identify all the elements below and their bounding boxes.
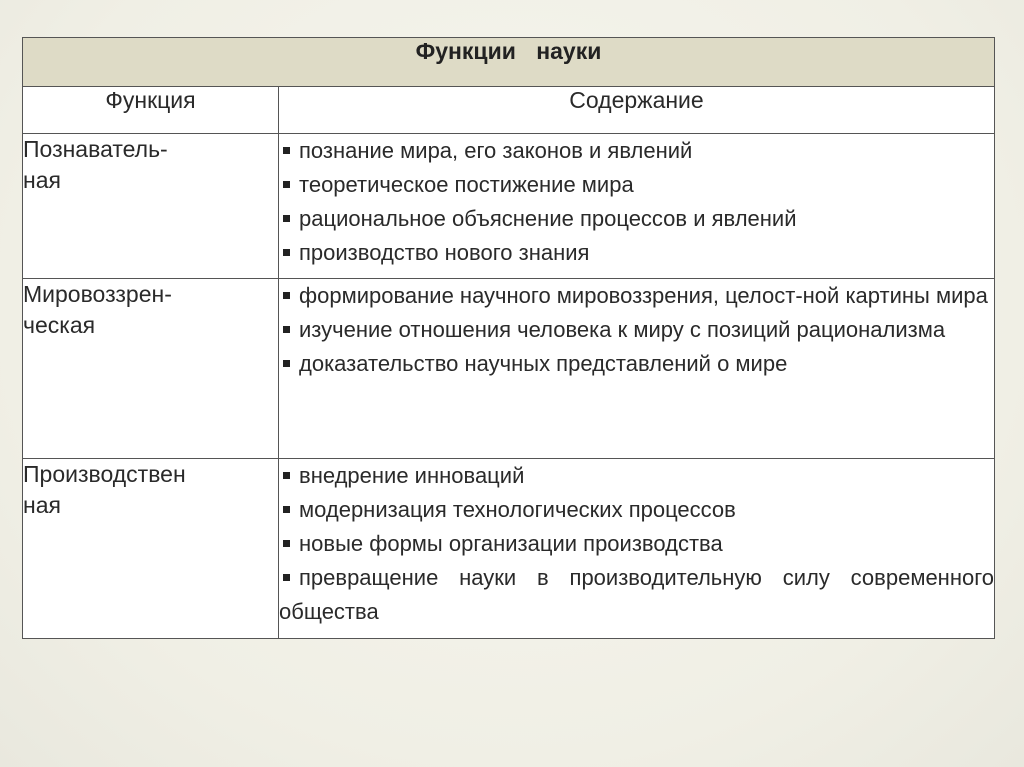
table-row [23, 459, 995, 639]
list-item-text: доказательство научных представлений о мире [299, 351, 788, 376]
list-item [279, 236, 994, 270]
square-bullet-icon [283, 147, 290, 154]
function-name-cognitive [23, 134, 279, 279]
list-item-text: производство нового знания [299, 240, 590, 265]
square-bullet-icon [283, 215, 290, 222]
table-row [23, 279, 995, 459]
square-bullet-icon [283, 540, 290, 547]
table-title-row [23, 38, 995, 87]
function-name-line: ческая [23, 312, 96, 338]
list-item-text: формирование научного мировоззрения, целост-ной картины мира [299, 283, 988, 308]
list-item [279, 561, 994, 629]
table-row [23, 134, 995, 279]
list-item-text: превращение науки в производительную силу современного общества [279, 565, 994, 624]
list-item [279, 347, 994, 381]
square-bullet-icon [283, 360, 290, 367]
square-bullet-icon [283, 249, 290, 256]
science-functions-table [22, 37, 995, 639]
function-content-cognitive [279, 134, 995, 279]
function-name-worldview [23, 279, 279, 459]
function-name-line: ная [23, 492, 61, 518]
square-bullet-icon [283, 506, 290, 513]
list-item [279, 313, 994, 347]
list-item-text: изучение отношения человека к миру с позиций рационализма [299, 317, 946, 342]
list-item-text: рациональное объяснение процессов и явлений [299, 206, 797, 231]
list-item [279, 279, 994, 313]
square-bullet-icon [283, 574, 290, 581]
column-header-content: Содержание [279, 87, 995, 134]
function-content-worldview [279, 279, 995, 459]
column-header-function: Функция [23, 87, 279, 134]
list-item [279, 134, 994, 168]
list-item-text: познание мира, его законов и явлений [299, 138, 693, 163]
list-item [279, 459, 994, 493]
table-header-row [23, 87, 995, 134]
function-name-line: Производствен [23, 461, 186, 487]
table-title: Функции науки [23, 38, 995, 87]
function-name-line: Познаватель- [23, 136, 168, 162]
square-bullet-icon [283, 292, 290, 299]
function-name-production [23, 459, 279, 639]
list-item-text: новые формы организации производства [299, 531, 723, 556]
list-item-text: модернизация технологических процессов [299, 497, 736, 522]
list-item [279, 168, 994, 202]
function-content-production [279, 459, 995, 639]
square-bullet-icon [283, 181, 290, 188]
function-name-line: ная [23, 167, 61, 193]
list-item [279, 493, 994, 527]
square-bullet-icon [283, 472, 290, 479]
square-bullet-icon [283, 326, 290, 333]
function-name-line: Мировоззрен- [23, 281, 172, 307]
list-item [279, 527, 994, 561]
list-item [279, 202, 994, 236]
list-item-text: теоретическое постижение мира [299, 172, 634, 197]
list-item-text: внедрение инноваций [299, 463, 525, 488]
